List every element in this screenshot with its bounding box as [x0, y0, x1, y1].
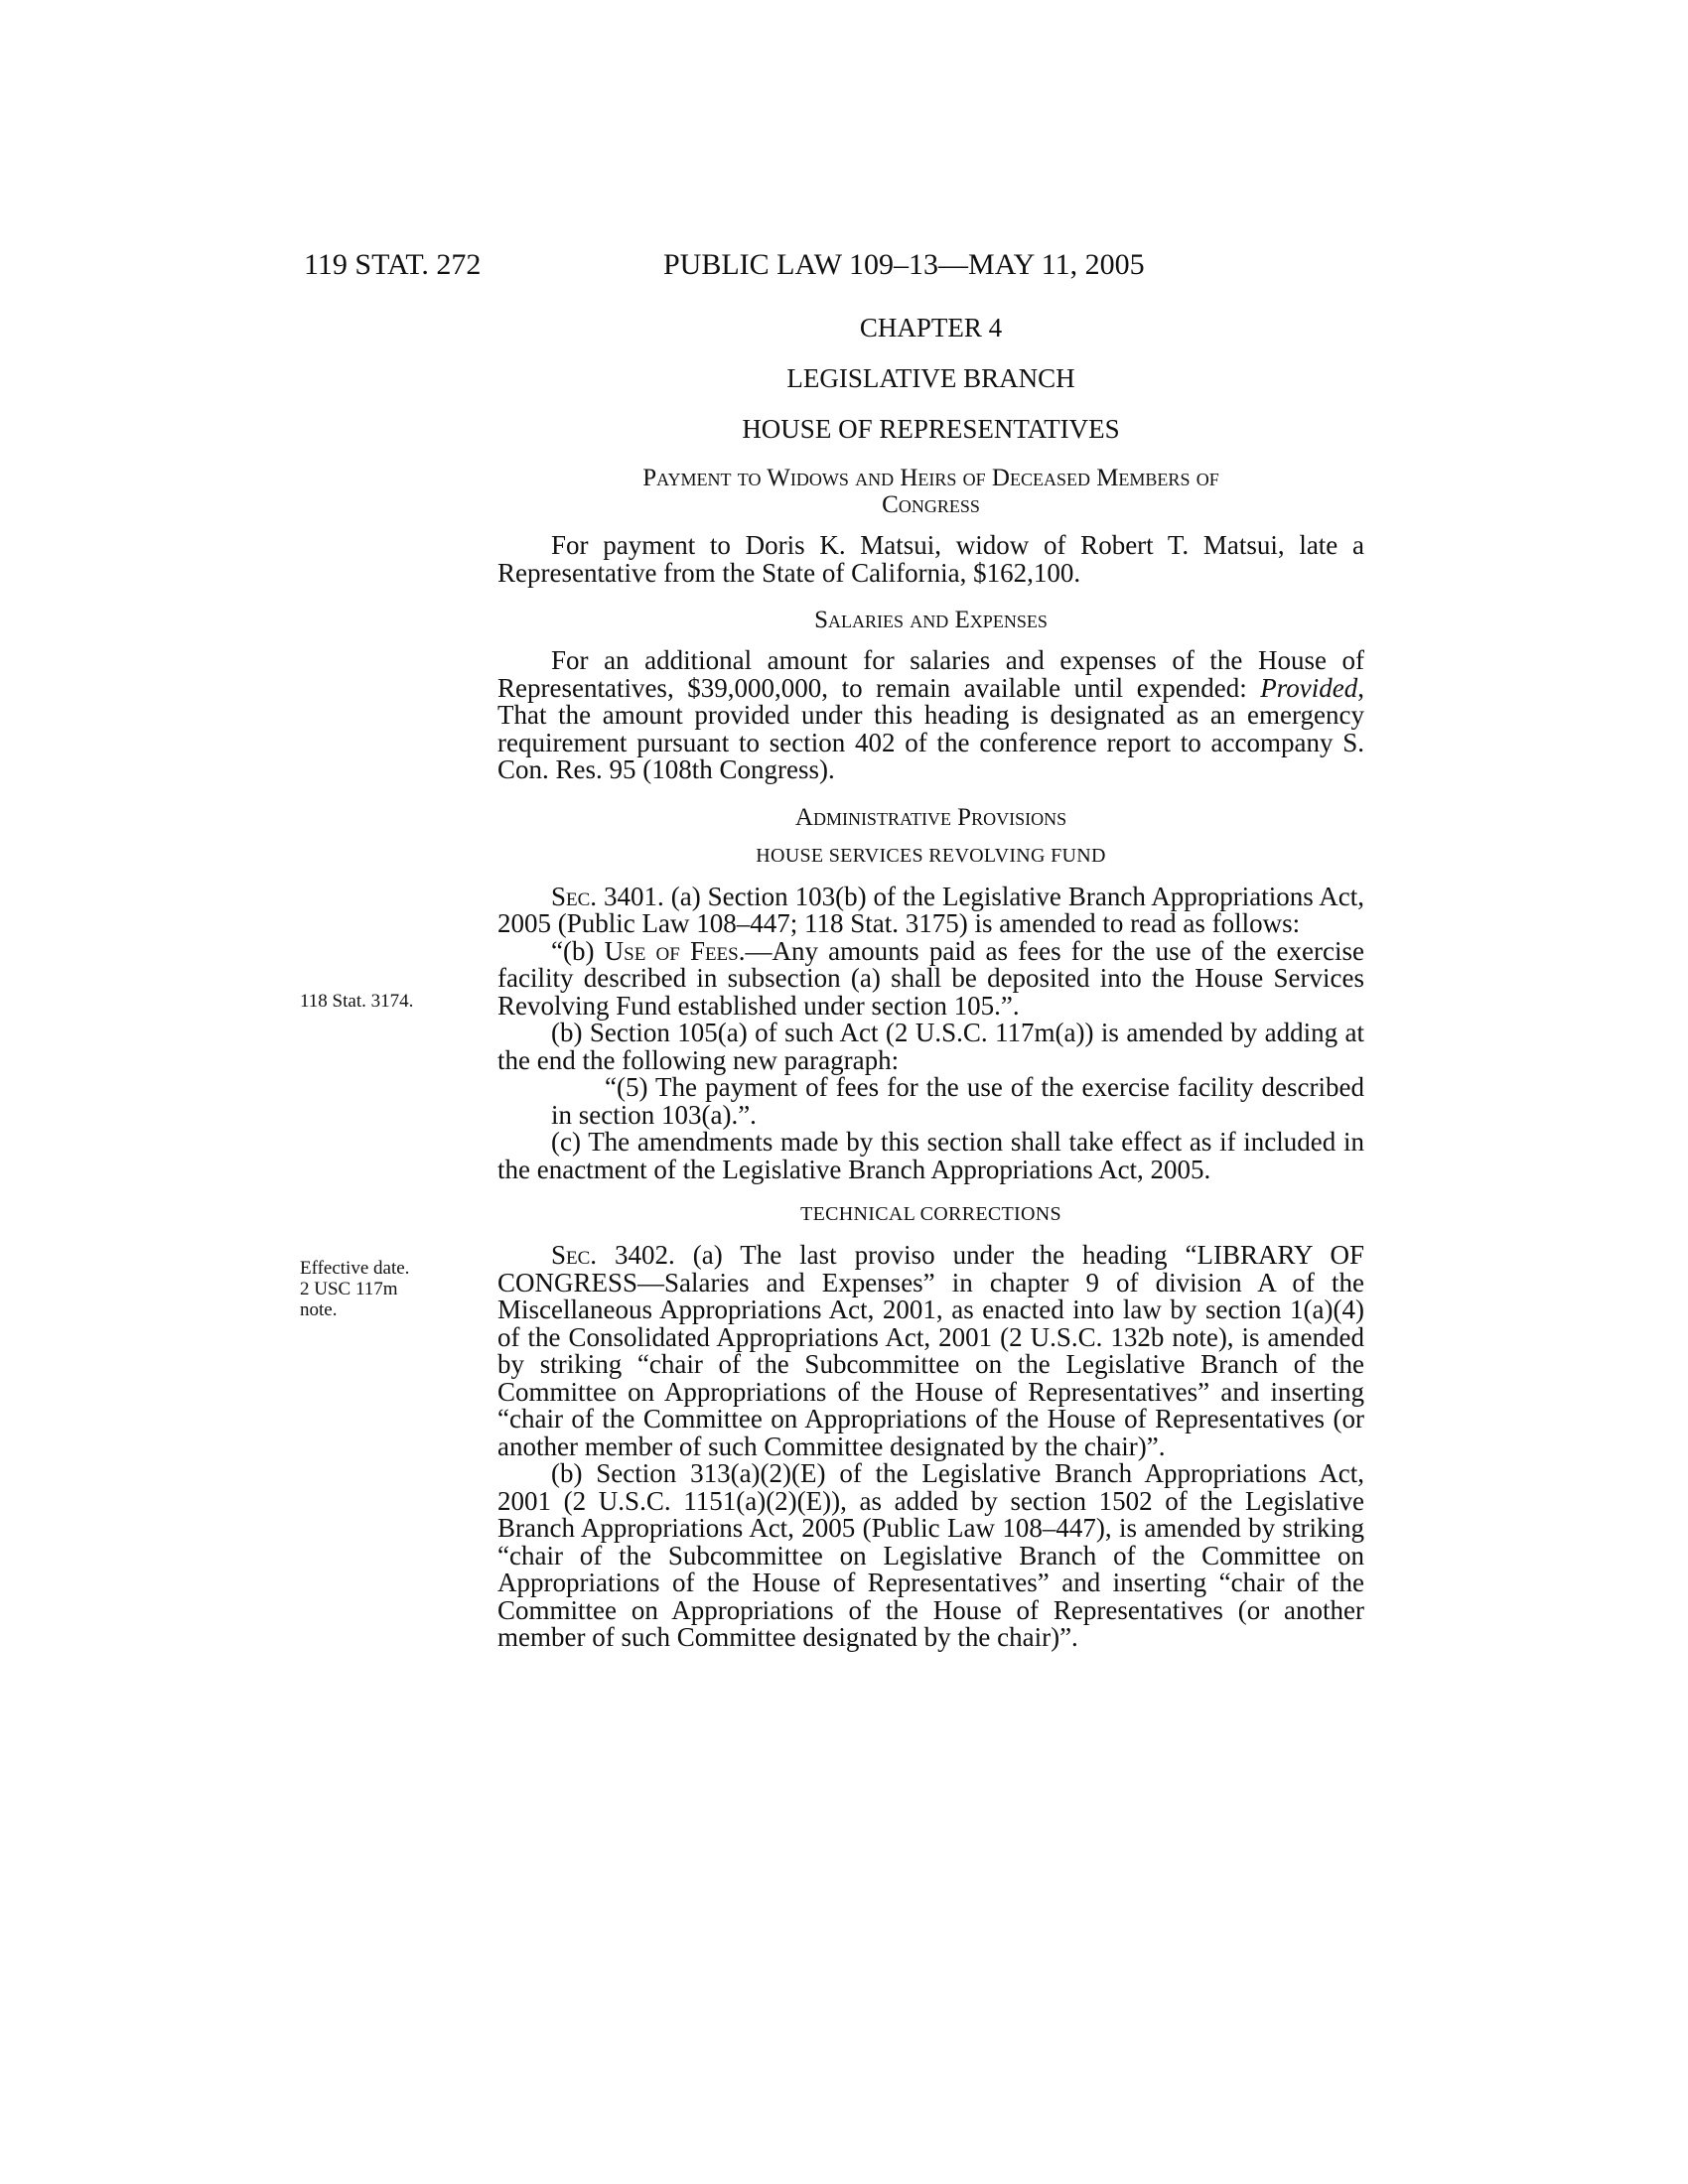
payment-paragraph: For payment to Doris K. Matsui, widow of Robert T. Matsui, late a Representative from the State of California, $162,100.: [497, 530, 1364, 588]
salaries-text-a: For an additional amount for salaries and expenses of the House of Representatives, $39,000,000, to remain available until expended:: [497, 645, 1364, 703]
salaries-section: [497, 647, 1364, 784]
quote-b-text: —Any amounts paid as fees for the use of the exercise facility described in subsection (a) shall be deposited into the House Services Revolving Fund established under section 105.”.: [497, 935, 1364, 1021]
margin-note-line: note.: [300, 1299, 338, 1320]
sec3402-b: (b) Section 313(a)(2)(E) of the Legislative Branch Appropriations Act, 2001 (2 U.S.C. 1151(a)(2)(E)), as added by section 1502 of the Legislative Branch Appropriations Act, 2005 (Public Law 108–447), is amended by striking “chair of the Subcommittee on Legislative Branch of the Committee on Appropriations of the House of Representatives” and inserting “chair of the Committee on Appropriations of the House of Representatives (or another member of such Committee designated by the chair)”.: [497, 1458, 1364, 1652]
payment-section: [497, 532, 1364, 587]
sec-label: Sec.: [551, 881, 598, 911]
public-law-title: PUBLIC LAW 109–13—MAY 11, 2005: [663, 248, 1145, 281]
sec3401-a-text: 3401. (a) Section 103(b) of the Legislative Branch Appropriations Act, 2005 (Public Law 108–447; 118 Stat. 3175) is amended to read as follows:: [497, 881, 1364, 938]
chapter-title: LEGISLATIVE BRANCH: [786, 363, 1075, 393]
payment-heading-line: Payment to Widows and Heirs of Deceased Members of: [642, 465, 1219, 491]
technical-heading: TECHNICAL CORRECTIONS: [800, 1203, 1061, 1225]
sec3401-b: (b) Section 105(a) of such Act (2 U.S.C. 117m(a)) is amended by adding at the end the following new paragraph:: [497, 1018, 1364, 1075]
chapter-number: CHAPTER 4: [859, 313, 1003, 342]
sec3401-c: (c) The amendments made by this section shall take effect as if included in the enactment of the Legislative Branch Appropriations Act, 2005.: [497, 1127, 1364, 1184]
quote-b-prefix: “(b): [551, 935, 605, 966]
provided-term: Provided: [1260, 672, 1358, 703]
stat-page-number: 119 STAT. 272: [304, 248, 482, 281]
document-body: [497, 313, 1364, 1672]
sec3401-quote-b: [497, 935, 1364, 1021]
payment-heading: [497, 465, 1364, 518]
section-3401: [497, 881, 1364, 1184]
salaries-text-b: , That the amount provided under this heading is designated as an emergency requirement pursuant to section 402 of the conference report to accompany S. Con. Res. 95 (108th Congress).: [497, 672, 1364, 784]
sec3402-a-text: 3402. (a) The last proviso under the heading “LIBRARY OF CONGRESS—Salaries and Expenses” in chapter 9 of division A of the Miscellaneous Appropriations Act, 2001, as enacted into law by section 1(a)(4) of the Consolidated Appropriations Act, 2001 (2 U.S.C. 132b note), is amended by striking “chair of the Subcommittee on the Legislative Branch of the Committee on Appropriations of the House of Representatives” and inserting “chair of the Committee on Appropriations of the House of Representatives (or another member of such Committee designated by the chair)”.: [497, 1240, 1364, 1461]
sec3402-a: [497, 1242, 1364, 1460]
sec3401-a: [497, 881, 1364, 938]
admin-subheading: HOUSE SERVICES REVOLVING FUND: [756, 844, 1106, 867]
quote-b-caps: Use of Fees.: [604, 935, 746, 966]
salaries-heading: Salaries and Expenses: [814, 607, 1048, 633]
margin-note-stat: 118 Stat. 3174.: [300, 991, 414, 1012]
margin-note-effective-date: [300, 1258, 409, 1320]
margin-note-line: 2 USC 117m: [300, 1279, 398, 1299]
sec-label: Sec.: [551, 1240, 598, 1270]
page-header: [0, 248, 1688, 288]
sec3401-quote-5: “(5) The payment of fees for the use of the exercise facility described in section 103(a).”.: [551, 1072, 1364, 1130]
chapter-subtitle: HOUSE OF REPRESENTATIVES: [742, 414, 1120, 444]
salaries-paragraph: [497, 647, 1364, 784]
section-3402: [497, 1242, 1364, 1652]
payment-heading-line: Congress: [882, 491, 980, 518]
margin-note-line: Effective date.: [300, 1258, 410, 1279]
admin-heading: Administrative Provisions: [794, 803, 1067, 831]
